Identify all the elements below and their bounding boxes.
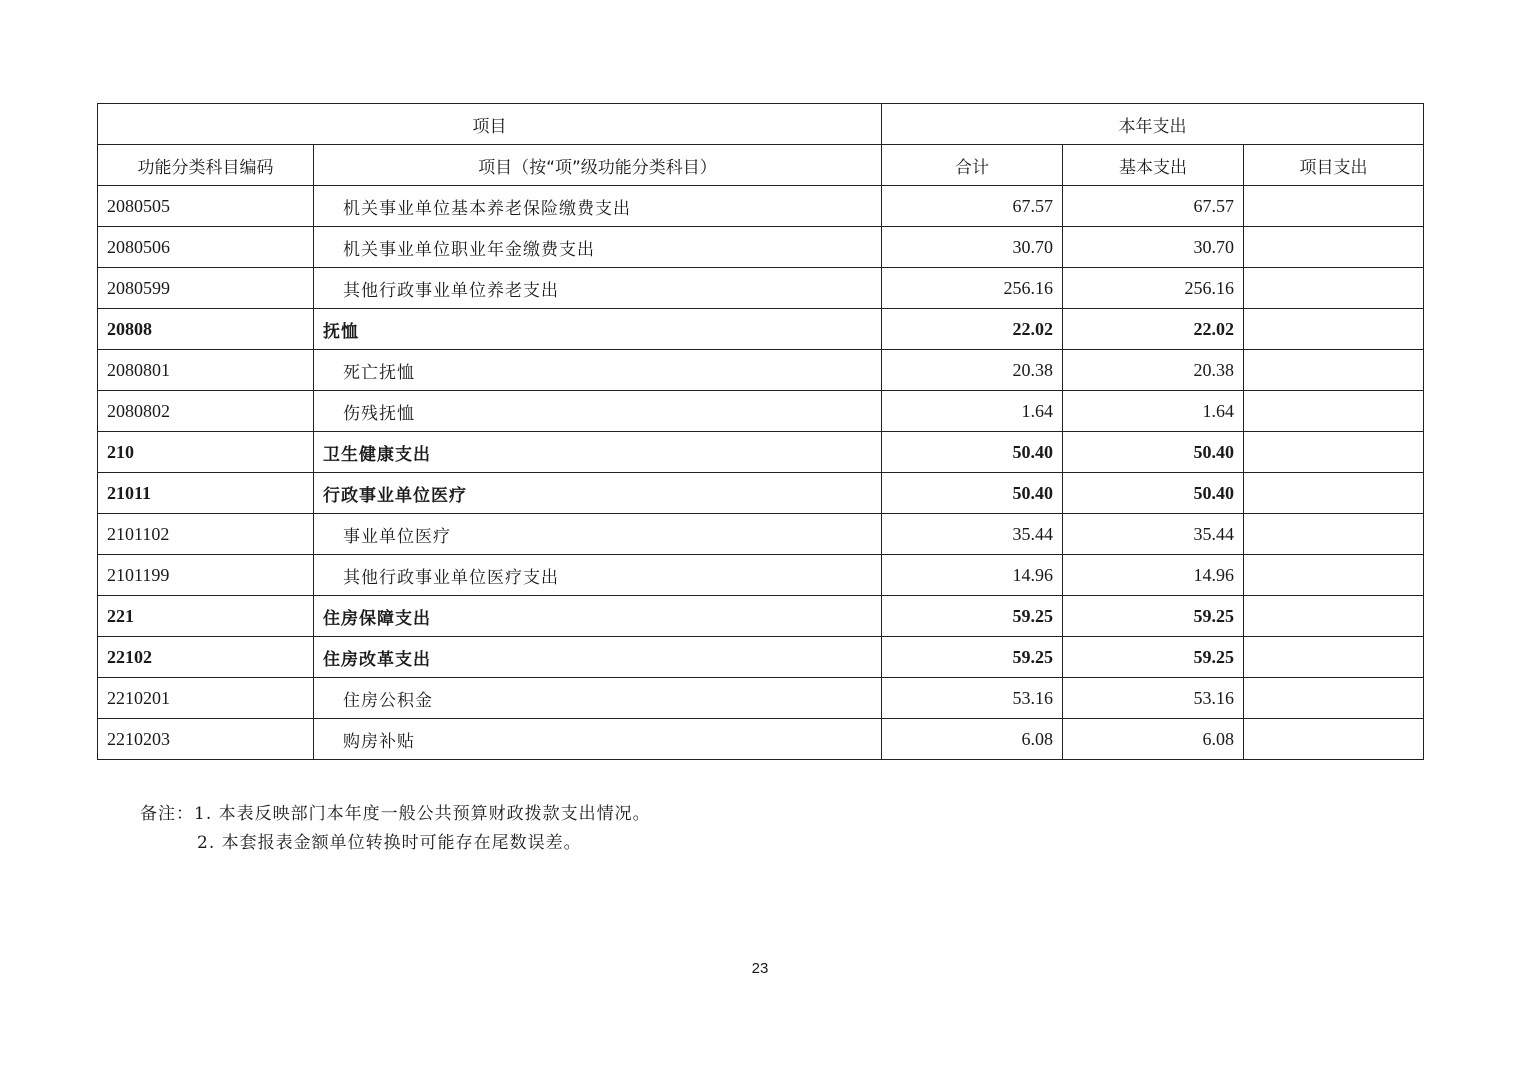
cell-name: 住房保障支出 (314, 596, 882, 637)
cell-code: 2080801 (98, 350, 314, 391)
cell-project (1244, 350, 1424, 391)
table-row (98, 268, 1424, 309)
cell-code: 210 (98, 432, 314, 473)
table-header-column-row (98, 145, 1424, 186)
cell-basic: 53.16 (1063, 678, 1244, 719)
cell-project (1244, 432, 1424, 473)
cell-project (1244, 227, 1424, 268)
cell-project (1244, 514, 1424, 555)
cell-code: 2080505 (98, 186, 314, 227)
note-line-2: 2. 本套报表金额单位转换时可能存在尾数误差。 (197, 833, 582, 853)
cell-code: 22102 (98, 637, 314, 678)
cell-total: 20.38 (882, 350, 1063, 391)
table-row (98, 186, 1424, 227)
header-code: 功能分类科目编码 (98, 145, 314, 186)
table-row (98, 350, 1424, 391)
note-line-1: 备注：1. 本表反映部门本年度一般公共预算财政拨款支出情况。 (140, 804, 651, 824)
cell-project (1244, 186, 1424, 227)
cell-code: 2210203 (98, 719, 314, 760)
page-number: 23 (751, 960, 769, 977)
cell-project (1244, 719, 1424, 760)
header-total: 合计 (882, 145, 1063, 186)
header-basic: 基本支出 (1063, 145, 1244, 186)
cell-project (1244, 637, 1424, 678)
cell-basic: 30.70 (1063, 227, 1244, 268)
cell-total: 6.08 (882, 719, 1063, 760)
table-row (98, 678, 1424, 719)
cell-total: 59.25 (882, 637, 1063, 678)
table-row (98, 637, 1424, 678)
header-project: 项目支出 (1244, 145, 1424, 186)
cell-name: 伤残抚恤 (314, 391, 882, 432)
cell-basic: 14.96 (1063, 555, 1244, 596)
cell-project (1244, 391, 1424, 432)
cell-basic: 20.38 (1063, 350, 1244, 391)
table-row (98, 719, 1424, 760)
cell-basic: 35.44 (1063, 514, 1244, 555)
table-row (98, 473, 1424, 514)
cell-code: 21011 (98, 473, 314, 514)
cell-project (1244, 309, 1424, 350)
cell-name: 住房公积金 (314, 678, 882, 719)
table-row (98, 432, 1424, 473)
cell-basic: 50.40 (1063, 473, 1244, 514)
cell-name: 事业单位医疗 (314, 514, 882, 555)
table-row (98, 596, 1424, 637)
cell-total: 53.16 (882, 678, 1063, 719)
cell-code: 2210201 (98, 678, 314, 719)
table-row (98, 391, 1424, 432)
cell-total: 256.16 (882, 268, 1063, 309)
cell-total: 50.40 (882, 473, 1063, 514)
cell-total: 35.44 (882, 514, 1063, 555)
cell-total: 67.57 (882, 186, 1063, 227)
table-body (98, 186, 1424, 760)
cell-basic: 1.64 (1063, 391, 1244, 432)
cell-total: 30.70 (882, 227, 1063, 268)
table-row (98, 309, 1424, 350)
cell-code: 2080599 (98, 268, 314, 309)
cell-name: 购房补贴 (314, 719, 882, 760)
cell-name: 卫生健康支出 (314, 432, 882, 473)
cell-name: 行政事业单位医疗 (314, 473, 882, 514)
cell-total: 1.64 (882, 391, 1063, 432)
table-row (98, 555, 1424, 596)
cell-code: 221 (98, 596, 314, 637)
header-name: 项目（按“项”级功能分类科目） (314, 145, 882, 186)
cell-name: 其他行政事业单位医疗支出 (314, 555, 882, 596)
cell-project (1244, 473, 1424, 514)
cell-name: 其他行政事业单位养老支出 (314, 268, 882, 309)
cell-total: 59.25 (882, 596, 1063, 637)
cell-name: 死亡抚恤 (314, 350, 882, 391)
budget-table (97, 103, 1424, 760)
cell-project (1244, 555, 1424, 596)
cell-project (1244, 268, 1424, 309)
cell-code: 2080506 (98, 227, 314, 268)
cell-basic: 6.08 (1063, 719, 1244, 760)
table-row (98, 227, 1424, 268)
table-row (98, 514, 1424, 555)
cell-basic: 67.57 (1063, 186, 1244, 227)
cell-code: 20808 (98, 309, 314, 350)
table-header-group-row (98, 104, 1424, 145)
cell-total: 14.96 (882, 555, 1063, 596)
cell-total: 50.40 (882, 432, 1063, 473)
cell-code: 2101102 (98, 514, 314, 555)
cell-basic: 256.16 (1063, 268, 1244, 309)
cell-name: 机关事业单位职业年金缴费支出 (314, 227, 882, 268)
cell-basic: 59.25 (1063, 637, 1244, 678)
cell-code: 2080802 (98, 391, 314, 432)
cell-basic: 50.40 (1063, 432, 1244, 473)
cell-name: 机关事业单位基本养老保险缴费支出 (314, 186, 882, 227)
notes (140, 800, 651, 858)
cell-basic: 22.02 (1063, 309, 1244, 350)
cell-project (1244, 678, 1424, 719)
cell-basic: 59.25 (1063, 596, 1244, 637)
header-group-item: 项目 (98, 104, 882, 145)
cell-project (1244, 596, 1424, 637)
cell-name: 抚恤 (314, 309, 882, 350)
header-group-expense: 本年支出 (882, 104, 1424, 145)
cell-code: 2101199 (98, 555, 314, 596)
cell-total: 22.02 (882, 309, 1063, 350)
cell-name: 住房改革支出 (314, 637, 882, 678)
